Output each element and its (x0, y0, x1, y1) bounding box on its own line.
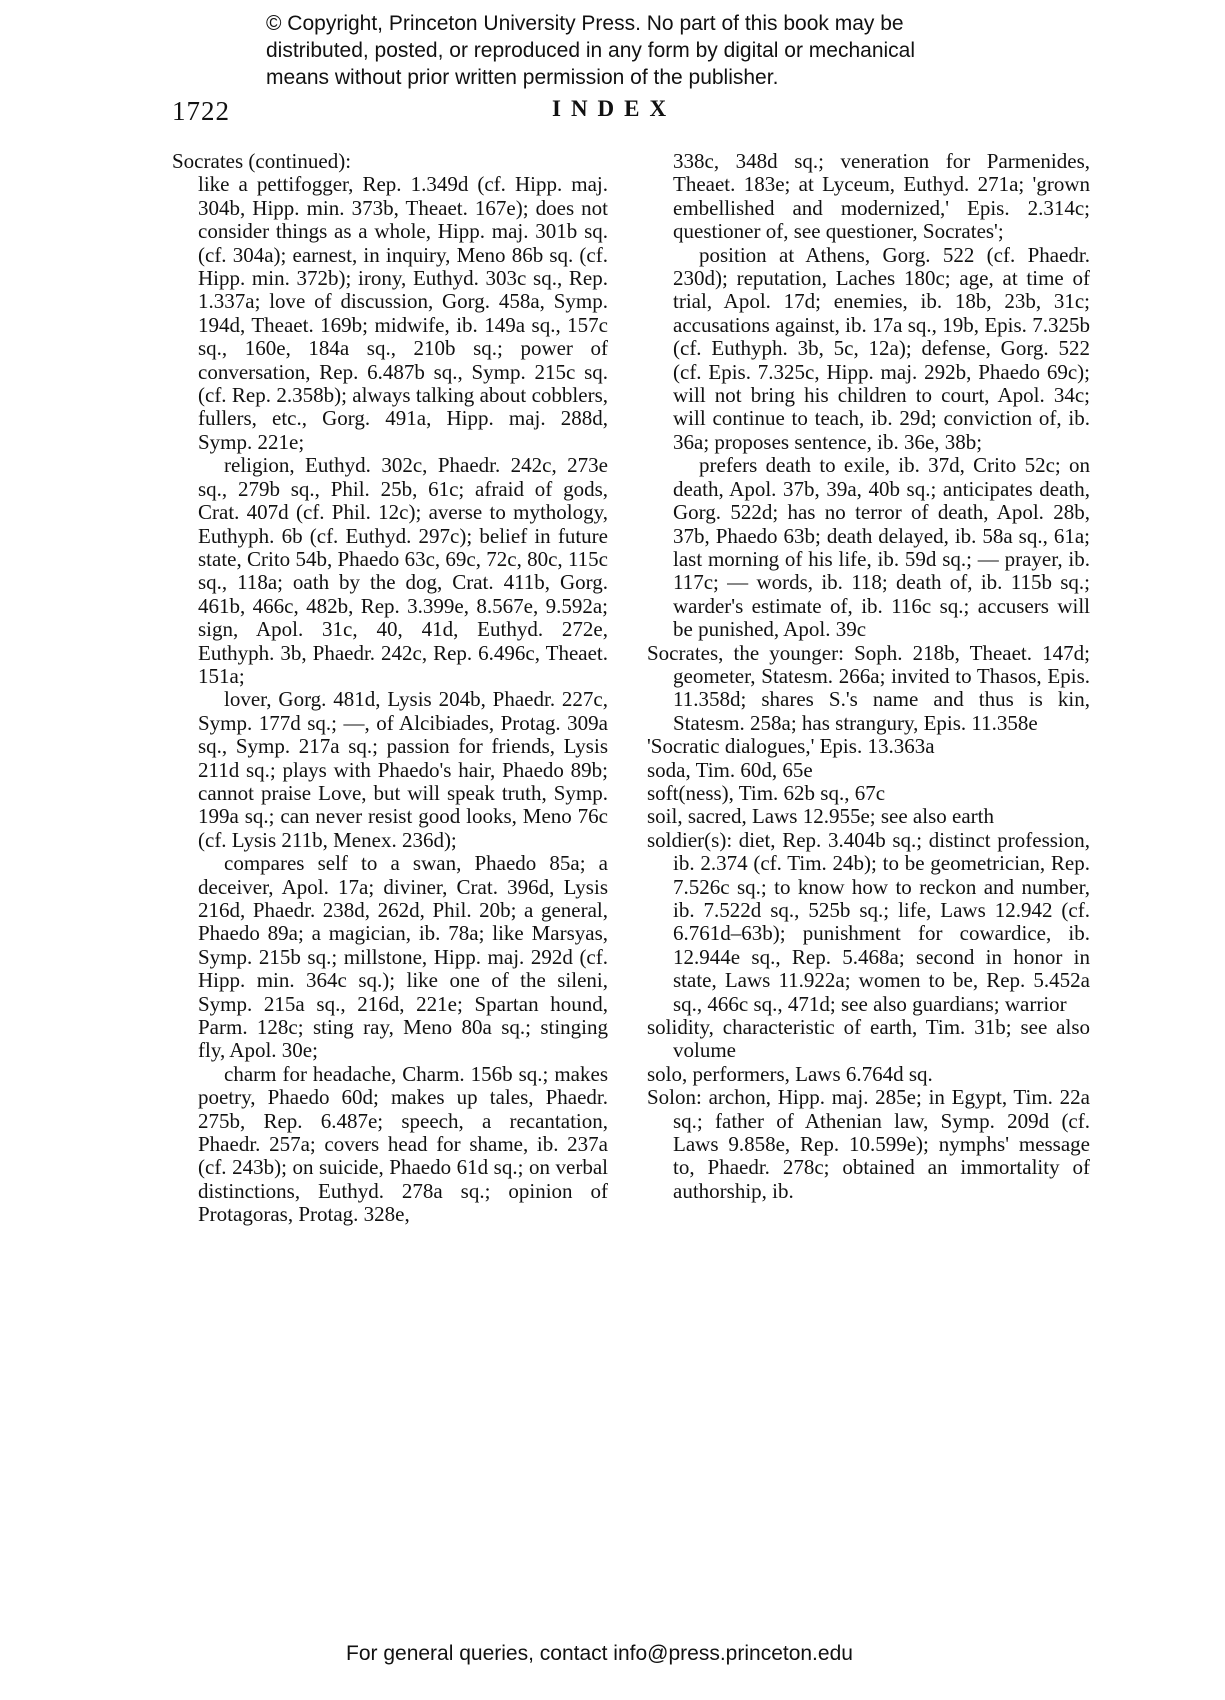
entry-heading: Socrates (continued): (172, 149, 352, 173)
index-entry: soil, sacred, Laws 12.955e; see also earth (647, 804, 994, 829)
right-column (647, 150, 1090, 1203)
index-subentry: position at Athens, Gorg. 522 (cf. Phaedr. 230d); reputation, Laches 180c; age, at time of trial, Apol. 17d; enemies, ib. 18b, 23b, 31c; accusations against, ib. 17a sq., 19b, Epis. 7.325b (cf. Euthyph. 3b, 5c, 12a); defense, Gorg. 522 (cf. Epis. 7.325c, Hipp. maj. 292b, Phaedo 69c); will not bring his children to court, Apol. 34c; will continue to teach, ib. 29d; conviction of, ib. 36a; proposes sentence, ib. 36e, 38b; (673, 242, 1090, 454)
index-entry: 'Socratic dialogues,' Epis. 13.363a (647, 734, 935, 759)
copyright-notice (266, 10, 1066, 91)
page-number: 1722 (172, 96, 230, 126)
copyright-line-3: means without prior written permission of the publisher. (266, 66, 779, 89)
index-entry: solidity, characteristic of earth, Tim. 31b; see also volume (647, 1015, 1090, 1063)
index-entry: Socrates, the younger: Soph. 218b, Theaet. 147d; geometer, Statesm. 266a; invited to Thasos, Epis. 11.358d; shares S.'s name and thus is kin, Statesm. 258a; has strangury, Epis. 11.358e (647, 640, 1090, 735)
index-subentry: prefers death to exile, ib. 37d, Crito 52c; on death, Apol. 37b, 39a, 40b sq.; anticipates death, Gorg. 522d; has no terror of death, Apol. 28b, 37b, Phaedo 63b; death delayed, ib. 58a sq., 61a; last morning of his life, ib. 59d sq.; — prayer, ib. 117c; — words, ib. 118; death of, ib. 115b sq.; warder's estimate of, ib. 116c sq.; accusers will be punished, Apol. 39c (673, 453, 1090, 642)
copyright-line-1: © Copyright, Princeton University Press. No part of this book may be (266, 12, 904, 35)
left-column (172, 150, 608, 1227)
index-subentry: like a pettifogger, Rep. 1.349d (cf. Hipp. maj. 304b, Hipp. min. 373b, Theaet. 167e); does not consider things as a whole, Hipp. maj. 301b sq. (cf. 304a); earnest, in inquiry, Meno 86b sq. (cf. Hipp. min. 372b); irony, Euthyd. 303c sq., Rep. 1.337a; love of discussion, Gorg. 458a, Symp. 194d, Theaet. 169b; midwife, ib. 149a sq., 157c sq., 160e, 184a sq., 210b sq.; power of conversation, Rep. 6.487b sq., Symp. 215c sq. (cf. Rep. 2.358b); always talking about cobblers, fullers, etc., Gorg. 491a, Hipp. maj. 288d, Symp. 221e; (198, 172, 608, 454)
index-subentry: compares self to a swan, Phaedo 85a; a deceiver, Apol. 17a; diviner, Crat. 396d, Lysis 216d, Phaedr. 238d, 262d, Phil. 20b; a general, Phaedo 89a; a magician, ib. 78a; like Marsyas, Symp. 215b sq.; millstone, Hipp. maj. 292d (cf. Hipp. min. 364c sq.); like one of the sileni, Symp. 215a sq., 216d, 221e; Spartan hound, Parm. 128c; sting ray, Meno 80a sq.; stinging fly, Apol. 30e; (198, 851, 608, 1063)
index-subentry: lover, Gorg. 481d, Lysis 204b, Phaedr. 227c, Symp. 177d sq.; —, of Alcibiades, Protag. 309a sq., Symp. 217a sq.; passion for friends, Lysis 211d sq.; plays with Phaedo's hair, Phaedo 89b; cannot praise Love, but will speak truth, Symp. 199a sq.; can never resist good looks, Meno 76c (cf. Lysis 211b, Menex. 236d); (198, 687, 608, 852)
index-entry: soft(ness), Tim. 62b sq., 67c (647, 780, 886, 805)
footer-contact: For general queries, contact info@press.princeton.edu (346, 1642, 853, 1665)
index-subentry: religion, Euthyd. 302c, Phaedr. 242c, 273e sq., 279b sq., Phil. 25b, 61c; afraid of gods, Crat. 407d (cf. Phil. 12c); averse to mythology, Euthyph. 6b (cf. Euthyd. 297c); belief in future state, Crito 54b, Phaedo 63c, 69c, 72c, 80c, 115c sq., 118a; oath by the dog, Crat. 411b, Gorg. 461b, 466c, 482b, Rep. 3.399e, 8.567e, 9.592a; sign, Apol. 31c, 40, 41d, Euthyd. 272e, Euthyph. 3b, Phaedr. 242c, Rep. 6.496c, Theaet. 151a; (198, 453, 608, 688)
index-entry: soda, Tim. 60d, 65e (647, 757, 813, 782)
index-subentry: charm for headache, Charm. 156b sq.; makes poetry, Phaedo 60d; makes up tales, Phaedr. 275b, Rep. 6.487e; speech, a recantation, Phaedr. 257a; covers head for shame, ib. 237a (cf. 243b); on suicide, Phaedo 61d sq.; on verbal distinctions, Euthyd. 278a sq.; opinion of Protagoras, Protag. 328e, (198, 1061, 608, 1227)
index-entry: soldier(s): diet, Rep. 3.404b sq.; distinct profession, ib. 2.374 (cf. Tim. 24b); to be geometrician, Rep. 7.526c sq.; to know how to reckon and number, ib. 7.522d sq., 525b sq.; life, Laws 12.942 (cf. 6.761d–63b); punishment for cowardice, ib. 12.944e sq., Rep. 5.468a; second in honor in state, Laws 11.922a; women to be, Rep. 5.452a sq., 466c sq., 471d; see also guardians; warrior (647, 827, 1090, 1016)
running-head: INDEX (552, 96, 677, 121)
index-subentry: 338c, 348d sq.; veneration for Parmenides, Theaet. 183e; at Lyceum, Euthyd. 271a; 'grown embellished and modernized,' Epis. 2.314c; questioner of, see questioner, Socrates'; (673, 149, 1090, 244)
index-entry: solo, performers, Laws 6.764d sq. (647, 1061, 933, 1086)
index-entry: Solon: archon, Hipp. maj. 285e; in Egypt, Tim. 22a sq.; father of Athenian law, Symp. 209d (cf. Laws 9.858e, Rep. 10.599e); nymphs' message to, Phaedr. 278c; obtained an immortality of authorship, ib. (647, 1085, 1090, 1203)
copyright-line-2: distributed, posted, or reproduced in any form by digital or mechanical (266, 39, 916, 62)
